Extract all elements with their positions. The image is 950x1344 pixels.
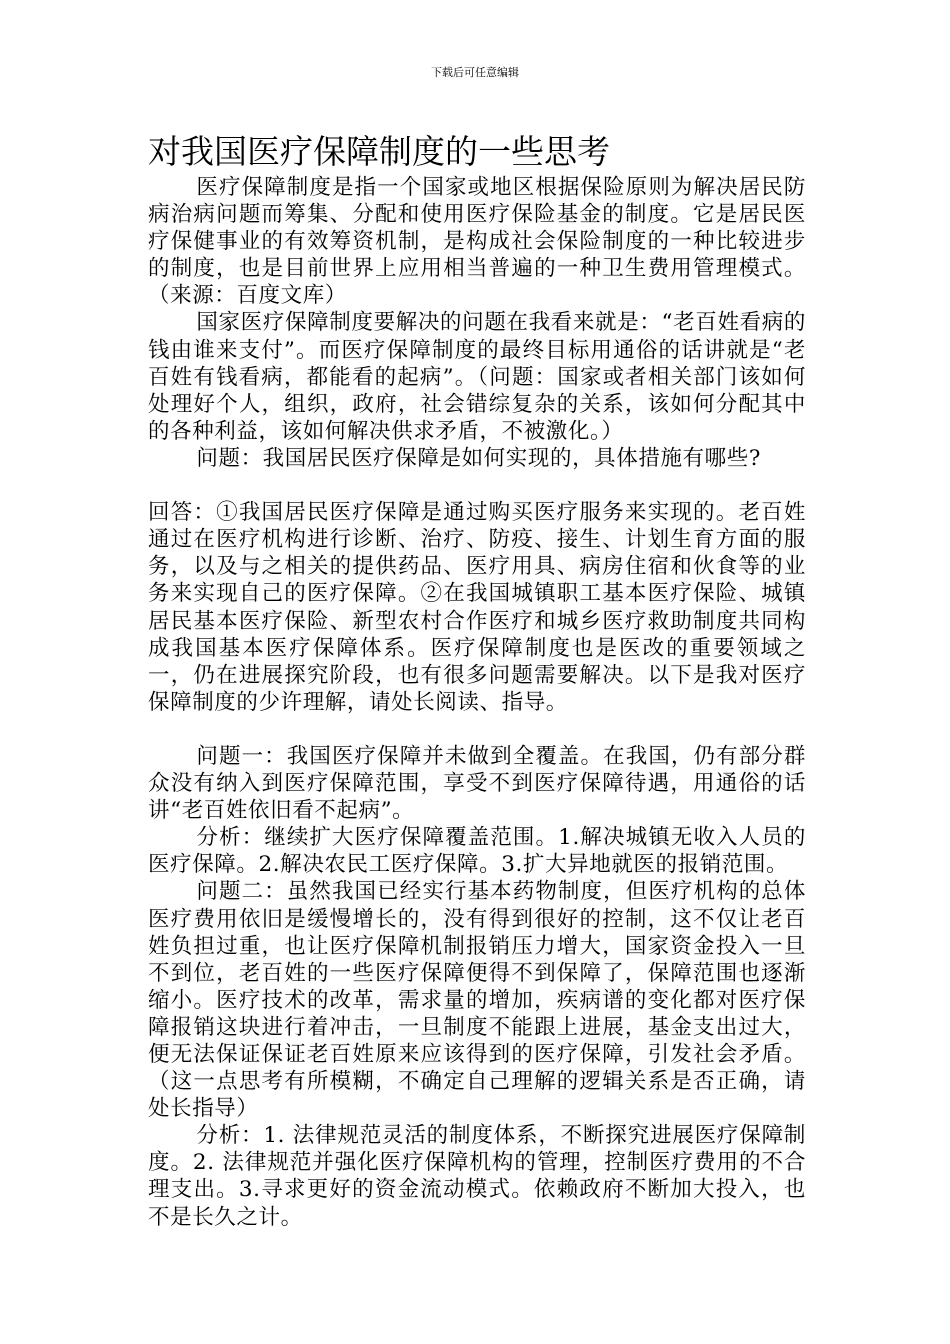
paragraph-spacer (148, 472, 806, 499)
paragraph-answer: 回答：①我国居民医疗保障是通过购买医疗服务来实现的。老百姓通过在医疗机构进行诊断、治疗、防疫、接生、计划生育方面的服务，以及与之相关的提供药品、医疗用具、病房住宿和伙食等的业务来实现自己的医疗保障。②在我国城镇职工基本医疗保险、城镇居民基本医疗保险、新型农村合作医疗和城乡医疗救助制度共同构成我国基本医疗保障体系。医疗保障制度也是医改的重要领域之一，仍在进展探究阶段，也有很多问题需要解决。以下是我对医疗保障制度的少许理解，请处长阅读、指导。 (148, 500, 806, 715)
paragraph-spacer (148, 716, 806, 743)
document-body (148, 174, 806, 1231)
paragraph-analysis-two: 分析：1. 法律规范灵活的制度体系，不断探究进展医疗保障制度。2. 法律规范并强化医疗保障机构的管理，控制医疗费用的不合理支出。3.寻求更好的资金流动模式。依赖政府不断加大投入，也不是长久之计。 (148, 1123, 806, 1230)
paragraph-analysis-one: 分析：继续扩大医疗保障覆盖范围。1.解决城镇无收入人员的医疗保障。2.解决农民工医疗保障。3.扩大异地就医的报销范围。 (148, 825, 806, 878)
page-header-note: 下载后可任意编辑 (431, 66, 519, 79)
paragraph-goal: 国家医疗保障制度要解决的问题在我看来就是：“老百姓看病的钱由谁来支付”。而医疗保障制度的最终目标用通俗的话讲就是“老百姓有钱看病，都能看的起病”。（问题：国家或者相关部门该如何处理好个人，组织，政府，社会错综复杂的关系，该如何分配其中的各种利益，该如何解决供求矛盾，不被激化。） (148, 310, 806, 444)
paragraph-question: 问题：我国居民医疗保障是如何实现的，具体措施有哪些? (196, 445, 762, 471)
paragraph-issue-one: 问题一：我国医疗保障并未做到全覆盖。在我国，仍有部分群众没有纳入到医疗保障范围，享受不到医疗保障待遇，用通俗的话讲“老百姓依旧看不起病”。 (148, 743, 806, 824)
paragraph-issue-two: 问题二：虽然我国已经实行基本药物制度，但医疗机构的总体医疗费用依旧是缓慢增长的，没有得到很好的控制，这不仅让老百姓负担过重，也让医疗保障机制报销压力增大，国家资金投入一旦不到位，老百姓的一些医疗保障便得不到保障了，保障范围也逐渐缩小。医疗技术的改革，需求量的增加，疾病谱的变化都对医疗保障报销这块进行着冲击，一旦制度不能跟上进展，基金支出过大，便无法保证保证老百姓原来应该得到的医疗保障，引发社会矛盾。（这一点思考有所模糊，不确定自己理解的逻辑关系是否正确，请处长指导） (148, 879, 806, 1122)
paragraph-definition: 医疗保障制度是指一个国家或地区根据保险原则为解决居民防病治病问题而筹集、分配和使用医疗保险基金的制度。它是居民医疗保健事业的有效筹资机制，是构成社会保险制度的一种比较进步的制度，也是目前世界上应用相当普遍的一种卫生费用管理模式。（来源：百度文库） (148, 175, 806, 309)
document-title: 对我国医疗保障制度的一些思考 (148, 132, 610, 171)
